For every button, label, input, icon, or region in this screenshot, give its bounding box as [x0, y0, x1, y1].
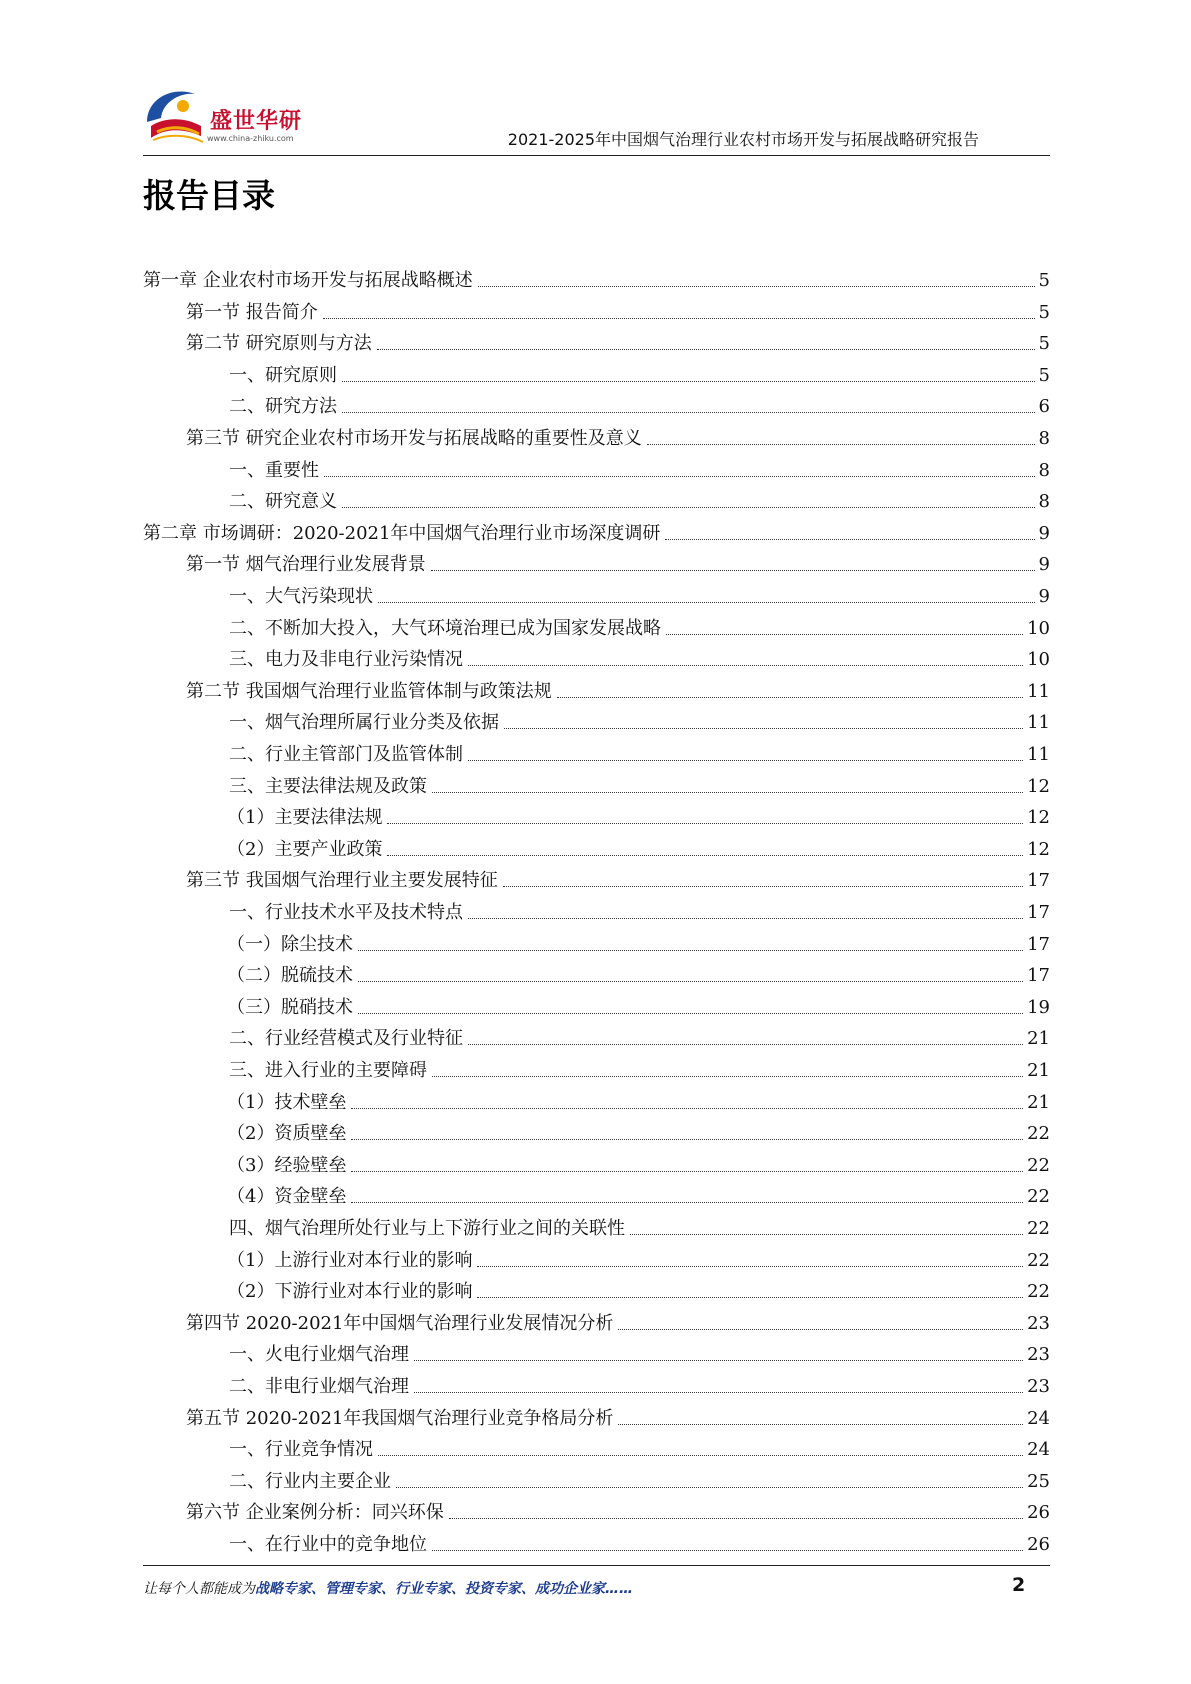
toc-entry[interactable] [227, 1084, 1050, 1114]
toc-dot-leader [378, 1455, 1023, 1456]
toc-entry-page: 22 [1027, 1186, 1050, 1208]
toc-heading: 报告目录 [143, 176, 275, 215]
toc-entry-page: 22 [1027, 1249, 1050, 1271]
toc-entry-label: 第三节 研究企业农村市场开发与拓展战略的重要性及意义 [186, 428, 645, 450]
toc-entry-page: 23 [1027, 1312, 1050, 1334]
toc-dot-leader [323, 318, 1035, 319]
toc-entry-page: 5 [1038, 270, 1050, 291]
toc-entry-page: 9 [1038, 554, 1050, 576]
toc-entry-page: 26 [1027, 1534, 1050, 1555]
toc-entry-label: 第五节 2020-2021年我国烟气治理行业竞争格局分析 [186, 1408, 616, 1430]
toc-entry[interactable] [229, 894, 1050, 924]
toc-entry[interactable] [229, 1052, 1050, 1082]
toc-dot-leader [378, 602, 1035, 603]
toc-dot-leader [478, 286, 1035, 287]
toc-dot-leader [504, 728, 1023, 729]
toc-entry[interactable] [229, 578, 1050, 608]
toc-entry[interactable] [227, 1147, 1050, 1177]
toc-entry-label: （三）脱硝技术 [227, 997, 356, 1019]
toc-dot-leader [431, 570, 1035, 571]
toc-entry-label: 第四节 2020-2021年中国烟气治理行业发展情况分析 [186, 1313, 616, 1335]
toc-entry[interactable] [186, 420, 1050, 450]
toc-entry[interactable] [143, 515, 1050, 545]
report-title: 2021-2025年中国烟气治理行业农村市场开发与拓展战略研究报告 [507, 130, 979, 149]
toc-entry-label: （二）脱硫技术 [227, 965, 356, 987]
toc-entry[interactable] [227, 989, 1050, 1019]
toc-entry-page: 22 [1027, 1154, 1050, 1176]
toc-entry-page: 26 [1027, 1502, 1050, 1524]
toc-entry[interactable] [229, 641, 1050, 671]
footer-slogan-prefix: 让每个人都能成为 [143, 1581, 255, 1597]
toc-dot-leader [432, 1076, 1023, 1077]
toc-entry[interactable] [229, 736, 1050, 766]
toc-entry[interactable] [229, 452, 1050, 482]
toc-entry-label: 一、烟气治理所属行业分类及依据 [229, 712, 502, 734]
toc-dot-leader [647, 444, 1035, 445]
toc-dot-leader [618, 1329, 1023, 1330]
toc-entry-label: 二、行业经营模式及行业特征 [229, 1028, 466, 1050]
toc-entry[interactable] [229, 768, 1050, 798]
toc-entry-page: 5 [1038, 333, 1050, 355]
toc-entry[interactable] [229, 704, 1050, 734]
toc-entry-page: 12 [1027, 775, 1050, 797]
toc-dot-leader [468, 760, 1023, 761]
toc-entry[interactable] [186, 325, 1050, 355]
logo-text: 盛世华研 [210, 109, 303, 134]
toc-entry-label: 二、研究意义 [229, 491, 340, 513]
toc-entry-label: （4）资金壁垒 [227, 1186, 349, 1208]
toc-entry-page: 11 [1027, 712, 1050, 734]
toc-entry[interactable] [229, 1210, 1050, 1240]
toc-entry-label: 第一节 报告简介 [186, 302, 321, 324]
toc-dot-leader [351, 1139, 1023, 1140]
toc-entry-page: 22 [1027, 1123, 1050, 1145]
toc-entry-page: 21 [1027, 1028, 1050, 1050]
toc-entry-label: 三、电力及非电行业污染情况 [229, 649, 466, 671]
toc-entry-page: 22 [1027, 1281, 1050, 1303]
toc-dot-leader [432, 1550, 1023, 1551]
toc-entry-label: （2）下游行业对本行业的影响 [227, 1281, 475, 1303]
toc-dot-leader [477, 1266, 1023, 1267]
toc-dot-leader [358, 1013, 1023, 1014]
toc-entry-label: 第二节 研究原则与方法 [186, 333, 375, 355]
toc-entry-page: 12 [1027, 807, 1050, 829]
toc-entry-page: 8 [1038, 428, 1050, 449]
toc-entry[interactable] [227, 1273, 1050, 1303]
toc-entry-page: 10 [1027, 617, 1050, 639]
toc-entry[interactable] [229, 1526, 1050, 1556]
toc-dot-leader [377, 349, 1035, 350]
footer-slogan-roles: 战略专家、管理专家、行业专家、投资专家、成功企业家…… [255, 1581, 633, 1597]
toc-entry-label: 一、在行业中的竞争地位 [229, 1534, 430, 1556]
toc-dot-leader [358, 981, 1023, 982]
toc-entry[interactable] [229, 610, 1050, 640]
toc-entry-page: 9 [1038, 586, 1050, 607]
toc-entry-label: 一、重要性 [229, 460, 322, 482]
toc-entry-label: 第二节 我国烟气治理行业监管体制与政策法规 [186, 681, 555, 703]
toc-entry-page: 19 [1027, 996, 1050, 1018]
toc-entry[interactable] [227, 1115, 1050, 1145]
toc-entry-label: 二、行业内主要企业 [229, 1471, 394, 1493]
toc-entry-label: 一、火电行业烟气治理 [229, 1344, 412, 1366]
toc-entry[interactable] [227, 799, 1050, 829]
toc-dot-leader [449, 1518, 1023, 1519]
toc-entry[interactable] [143, 262, 1050, 292]
toc-entry-label: 第一节 烟气治理行业发展背景 [186, 554, 429, 576]
toc-entry-page: 5 [1038, 364, 1050, 386]
toc-entry[interactable] [229, 1463, 1050, 1493]
toc-entry-label: 一、行业技术水平及技术特点 [229, 902, 466, 924]
toc-entry-label: 一、研究原则 [229, 365, 340, 387]
toc-entry-page: 8 [1038, 459, 1050, 481]
header-divider [143, 155, 1050, 156]
toc-dot-leader [557, 697, 1023, 698]
toc-dot-leader [477, 1297, 1023, 1298]
page-header [0, 0, 1191, 160]
toc-entry-page: 23 [1027, 1376, 1050, 1397]
toc-dot-leader [351, 1171, 1023, 1172]
toc-dot-leader [387, 855, 1023, 856]
toc-entry-label: 三、进入行业的主要障碍 [229, 1060, 430, 1082]
toc-entry-label: 第三节 我国烟气治理行业主要发展特征 [186, 870, 501, 892]
toc-entry[interactable] [186, 1400, 1050, 1430]
toc-entry-page: 11 [1027, 744, 1050, 765]
toc-dot-leader [342, 412, 1035, 413]
toc-entry-label: 四、烟气治理所处行业与上下游行业之间的关联性 [229, 1218, 628, 1240]
toc-entry-label: 第六节 企业案例分析：同兴环保 [186, 1502, 447, 1524]
toc-entry[interactable] [229, 388, 1050, 418]
toc-entry[interactable] [227, 1242, 1050, 1272]
toc-entry[interactable] [229, 1431, 1050, 1461]
toc-entry[interactable] [186, 673, 1050, 703]
toc-entry-page: 24 [1027, 1407, 1050, 1429]
toc-entry-page: 24 [1027, 1439, 1050, 1461]
toc-entry-label: 二、不断加大投入，大气环境治理已成为国家发展战略 [229, 618, 664, 640]
toc-entry[interactable] [186, 1494, 1050, 1524]
toc-dot-leader [468, 1044, 1023, 1045]
footer-divider [143, 1565, 1050, 1566]
toc-entry[interactable] [227, 1178, 1050, 1208]
toc-entry-page: 21 [1027, 1091, 1050, 1113]
toc-dot-leader [666, 634, 1023, 635]
toc-dot-leader [342, 507, 1035, 508]
toc-entry-label: （1）技术壁垒 [227, 1092, 349, 1114]
toc-entry-label: 三、主要法律法规及政策 [229, 776, 430, 798]
toc-entry-label: （一）除尘技术 [227, 934, 356, 956]
toc-dot-leader [414, 1360, 1023, 1361]
toc-entry[interactable] [227, 957, 1050, 987]
toc-entry[interactable] [229, 357, 1050, 387]
toc-entry[interactable] [186, 1305, 1050, 1335]
toc-dot-leader [414, 1392, 1023, 1393]
toc-entry-label: 二、非电行业烟气治理 [229, 1376, 412, 1398]
toc-dot-leader [618, 1424, 1023, 1425]
footer-slogan [143, 1578, 633, 1598]
toc-dot-leader [432, 792, 1023, 793]
toc-entry-label: 二、研究方法 [229, 396, 340, 418]
toc-entry-page: 6 [1038, 396, 1050, 418]
toc-entry-page: 5 [1038, 301, 1050, 323]
toc-entry-label: （3）经验壁垒 [227, 1155, 349, 1177]
page-number: 2 [1012, 1574, 1026, 1596]
toc-entry-page: 11 [1027, 680, 1050, 702]
toc-entry[interactable] [227, 831, 1050, 861]
toc-dot-leader [358, 950, 1023, 951]
toc-entry[interactable] [186, 294, 1050, 324]
toc-dot-leader [503, 886, 1023, 887]
toc-entry-page: 12 [1027, 838, 1050, 860]
toc-dot-leader [468, 918, 1023, 919]
toc-entry-label: （2）主要产业政策 [227, 839, 385, 861]
toc-entry-page: 10 [1027, 649, 1050, 671]
logo-url: www.china-zhiku.com [207, 134, 294, 143]
toc-entry-page: 17 [1027, 902, 1050, 923]
toc-dot-leader [665, 539, 1034, 540]
toc-entry[interactable] [229, 1336, 1050, 1366]
toc-entry-label: 一、大气污染现状 [229, 586, 376, 608]
toc-entry-label: （1）上游行业对本行业的影响 [227, 1250, 475, 1272]
toc-dot-leader [324, 476, 1035, 477]
toc-dot-leader [387, 823, 1023, 824]
toc-entry-page: 17 [1027, 965, 1050, 987]
toc-entry-page: 9 [1038, 522, 1050, 544]
toc-entry-page: 21 [1027, 1060, 1050, 1081]
toc-entry-label: （1）主要法律法规 [227, 807, 385, 829]
toc-entry-page: 22 [1027, 1218, 1050, 1239]
toc-entry[interactable] [227, 926, 1050, 956]
toc-entry-label: 二、行业主管部门及监管体制 [229, 744, 466, 766]
toc-dot-leader [630, 1234, 1023, 1235]
toc-entry-page: 17 [1027, 933, 1050, 955]
toc-entry-label: 第二章 市场调研：2020-2021年中国烟气治理行业市场深度调研 [143, 523, 663, 545]
toc-dot-leader [342, 381, 1035, 382]
toc-entry[interactable] [186, 862, 1050, 892]
toc-entry-page: 17 [1027, 870, 1050, 892]
toc-dot-leader [351, 1108, 1023, 1109]
toc-entry-label: 第一章 企业农村市场开发与拓展战略概述 [143, 270, 476, 292]
toc-entry-label: （2）资质壁垒 [227, 1123, 349, 1145]
toc-entry-page: 23 [1027, 1344, 1050, 1366]
toc-dot-leader [396, 1487, 1023, 1488]
toc-entry[interactable] [229, 1368, 1050, 1398]
toc-entry[interactable] [229, 483, 1050, 513]
toc-entry-page: 8 [1038, 491, 1050, 513]
toc-dot-leader [351, 1202, 1023, 1203]
toc-entry[interactable] [229, 1020, 1050, 1050]
toc-entry[interactable] [186, 546, 1050, 576]
toc-entry-label: 一、行业竞争情况 [229, 1439, 376, 1461]
toc-dot-leader [468, 665, 1023, 666]
toc-entry-page: 25 [1027, 1470, 1050, 1492]
